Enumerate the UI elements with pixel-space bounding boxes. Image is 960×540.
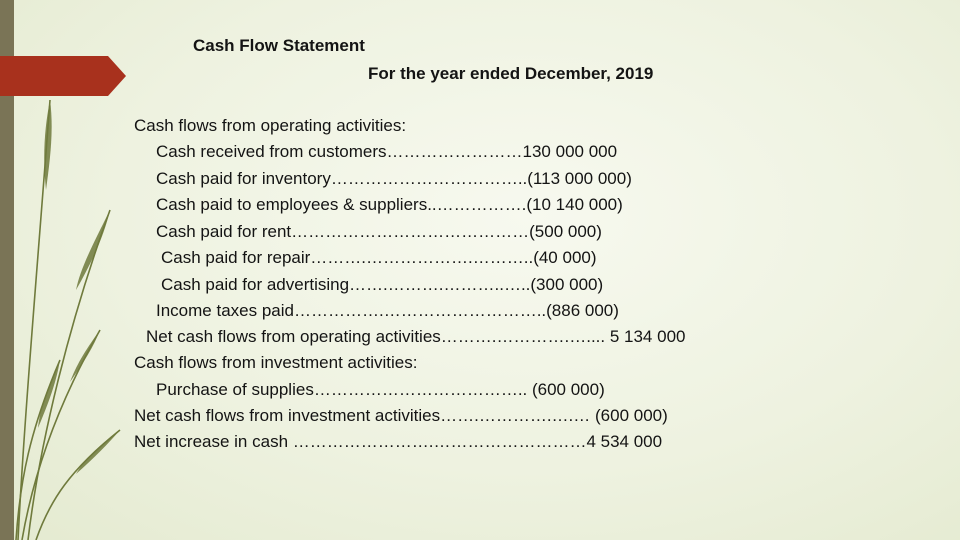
section-heading-investment: Cash flows from investment activities:	[134, 353, 418, 372]
statement-title: Cash Flow Statement	[193, 36, 365, 55]
net-increase-line: Net increase in cash …………………….………………………4 534 000	[134, 432, 663, 451]
line-item: Cash paid for inventory……………………………..(113 000 000)	[156, 169, 632, 188]
statement-subtitle: For the year ended December, 2019	[368, 64, 654, 83]
line-item: Cash paid to employees & suppliers..…………….(10 140 000)	[156, 195, 623, 214]
decorative-leaves	[0, 0, 140, 540]
line-item: Cash paid for rent……………………………………(500 000)	[156, 222, 602, 241]
subtotal-operating: Net cash flows from operating activities……….………….….... 5 134 000	[146, 327, 686, 346]
line-item: Income taxes paid…………….………………………..(886 000)	[156, 301, 619, 320]
line-item: Purchase of supplies……………………………….. (600 000)	[156, 380, 605, 399]
line-item: Cash paid for repair……….……………….………..(40 000)	[161, 248, 597, 267]
subtotal-investment: Net cash flows from investment activities…….………….….… (600 000)	[134, 406, 668, 425]
section-heading-operating: Cash flows from operating activities:	[134, 116, 407, 135]
line-item: Cash received from customers……………………130 000 000	[156, 142, 618, 161]
line-item: Cash paid for advertising…….……….………..…..(300 000)	[161, 275, 604, 294]
